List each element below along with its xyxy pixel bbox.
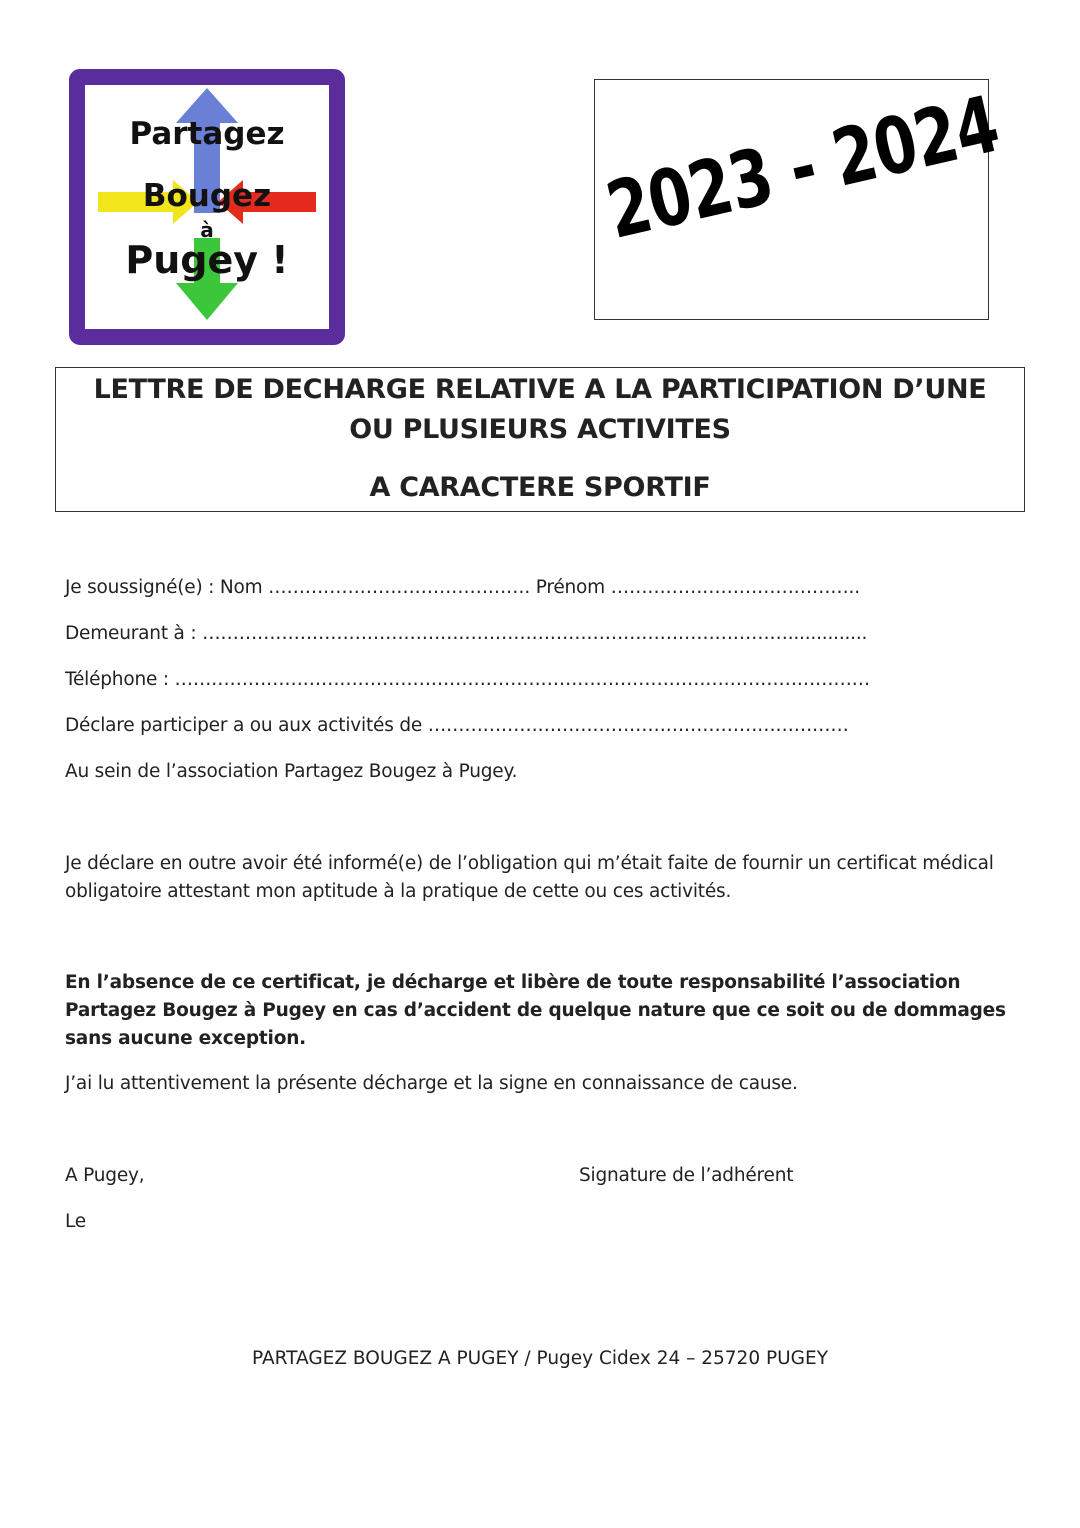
logo-text-a: à (200, 218, 214, 242)
declaration-line-2: obligatoire attestant mon aptitude à la pratique de cette ou ces activités. (65, 881, 732, 902)
declaration-line-1: Je déclare en outre avoir été informé(e) de l’obligation qui m’était faite de fournir un certificat médical (65, 853, 994, 874)
logo-text-partagez: Partagez (129, 116, 285, 152)
discharge-line-3: sans aucune exception. (65, 1028, 306, 1049)
season-box (594, 79, 1007, 320)
association-line: Au sein de l’association Partagez Bougez à Pugey. (65, 761, 518, 782)
document-title-box (55, 367, 1025, 512)
name-field-line[interactable]: Je soussigné(e) : Nom ……………………………………. Prénom ………………………………….. (65, 577, 860, 598)
footer-address: PARTAGEZ BOUGEZ A PUGEY / Pugey Cidex 24 – 25720 PUGEY (251, 1348, 828, 1369)
signature-label: Signature de l’adhérent (579, 1165, 794, 1186)
discharge-line-1: En l’absence de ce certificat, je décharge et libère de toute responsabilité l’association (65, 972, 961, 993)
logo-text-bougez: Bougez (142, 178, 272, 214)
phone-field-line[interactable]: Téléphone : …………………………………………………………………………………………………… (65, 669, 870, 690)
title-line-2: OU PLUSIEURS ACTIVITES (349, 414, 731, 445)
date-label: Le (65, 1211, 86, 1232)
place-label: A Pugey, (65, 1165, 145, 1186)
title-line-1: LETTRE DE DECHARGE RELATIVE A LA PARTICIPATION D’UNE (93, 374, 987, 405)
discharge-line-2: Partagez Bougez à Pugey en cas d’accident de quelque nature que ce soit ou de dommages (65, 1000, 1006, 1021)
acknowledgement-line: J’ai lu attentivement la présente décharge et la signe en connaissance de cause. (65, 1073, 798, 1094)
season-year: 2023 - 2024 (598, 79, 1007, 257)
title-line-3: A CARACTERE SPORTIF (369, 472, 711, 503)
logo-text-pugey: Pugey ! (125, 238, 289, 282)
address-field-line[interactable]: Demeurant à : …………………………………………………………………………………….............. (65, 623, 868, 644)
association-logo (68, 68, 346, 346)
activities-field-line[interactable]: Déclare participer a ou aux activités de …………………………………………………………… (65, 715, 849, 736)
